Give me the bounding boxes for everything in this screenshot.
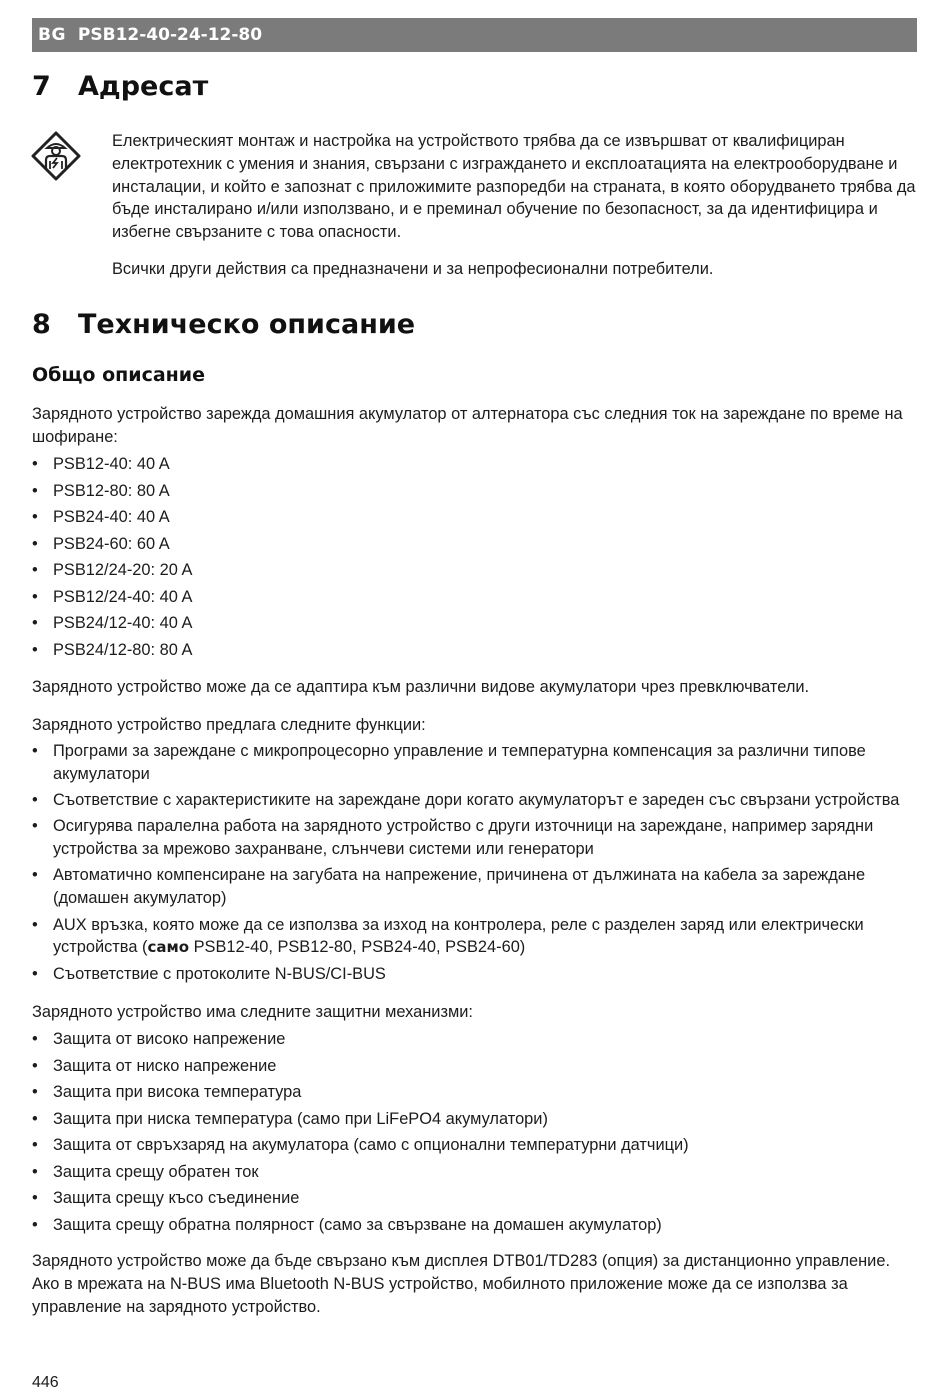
aux-text-bold: само	[147, 938, 190, 957]
list-item: • Защита от свръхзаряд на акумулатора (само с опционални температурни датчици)	[32, 1132, 689, 1159]
functions-intro: Зарядното устройство предлага следните функции:	[32, 716, 426, 734]
list-item: • PSB24/12-40: 40 A	[32, 610, 192, 637]
intro-paragraph: Зарядното устройство зарежда домашния акумулатор от алтернатора със следния ток на зареждане по време на шофиране:	[32, 405, 903, 446]
list-item: • PSB24-40: 40 A	[32, 504, 192, 531]
functions-list	[32, 740, 917, 989]
list-item: • Защита от високо напрежение	[32, 1026, 689, 1053]
section-8-heading	[32, 311, 415, 338]
list-item: • Защита срещу късо съединение	[32, 1185, 689, 1212]
list-item: • PSB12-40: 40 A	[32, 451, 192, 478]
list-item: • Защита при висока температура	[32, 1079, 689, 1106]
list-item: • Защита при ниска температура (само при LiFePO4 акумулатори)	[32, 1106, 689, 1133]
list-item: • PSB24-60: 60 A	[32, 531, 192, 558]
list-item: • PSB12/24-40: 40 A	[32, 584, 192, 611]
protection-list	[32, 1026, 689, 1238]
aux-text-suffix: PSB12-40, PSB12-80, PSB24-40, PSB24-60)	[189, 938, 526, 957]
header-bar	[32, 18, 917, 52]
subsection-title: Общо описание	[32, 364, 205, 386]
list-item: • PSB12/24-20: 20 A	[32, 557, 192, 584]
charging-current-list	[32, 451, 192, 663]
electrician-icon	[31, 131, 81, 181]
list-item: • PSB12-80: 80 A	[32, 478, 192, 505]
protection-intro: Зарядното устройство има следните защитни механизми:	[32, 1003, 473, 1021]
page-number: 446	[32, 1374, 59, 1391]
list-item: • Защита срещу обратна полярност (само за свързване на домашен акумулатор)	[32, 1212, 689, 1239]
list-item: • PSB24/12-80: 80 A	[32, 637, 192, 664]
section-title: Техническо описание	[78, 309, 416, 340]
adapt-paragraph: Зарядното устройство може да се адаптира към различни видове акумулатори чрез превключватели.	[32, 678, 810, 696]
list-item: • Съответствие с характеристиките на зареждане дори когато акумулаторът е зареден със свързани устройства	[32, 789, 917, 812]
language-code: BG	[38, 25, 66, 45]
list-item: • Програми за зареждане с микропроцесорно управление и температурна компенсация за различни типове акумулатори	[32, 740, 917, 786]
list-item: • Автоматично компенсиране на загубата на напрежение, причинена от дължината на кабела за зареждане (домашен акумулатор)	[32, 864, 917, 910]
model-name: PSB12-40-24-12-80	[77, 25, 263, 45]
section-title: Адресат	[78, 71, 209, 102]
section-number: 7	[32, 71, 51, 102]
list-item: • Защита от ниско напрежение	[32, 1053, 689, 1080]
section-number: 8	[32, 309, 51, 340]
list-item: • Осигурява паралелна работа на зарядното устройство с други източници на зареждане, например зарядни устройства за мрежово захранване, слънчеви системи или генератори	[32, 815, 917, 861]
audience-paragraph: Електрическият монтаж и настройка на устройството трябва да се извършват от квалифициран електротехник с умения и знания, свързани с изграждането и експлоатацията на електрооборудване и инсталации, и който е запознат с приложимите разпоредби на страната, в която оборудването трябва да бъде инсталирано и/или използвано, и е преминал обучение по безопасност, за да идентифицира и избегне свързаните с това опасности.	[112, 132, 916, 242]
aux-text-prefix: AUX връзка, която може да се използва за изход на контролера, реле с разделен заряд или електрически устройства (	[53, 915, 864, 957]
list-item	[32, 914, 917, 960]
display-paragraph: Зарядното устройство може да бъде свързано към дисплея DTB01/TD283 (опция) за дистанционно управление. Ако в мрежата на N-BUS има Bluetooth N-BUS устройство, мобилното приложение може да се използва за управление на зарядното устройство.	[32, 1252, 891, 1316]
section-7-heading	[32, 73, 208, 100]
list-item: • Съответствие с протоколите N-BUS/CI-BUS	[32, 963, 917, 986]
non-professional-paragraph: Всички други действия са предназначени и за непрофесионални потребители.	[112, 260, 714, 278]
list-item: • Защита срещу обратен ток	[32, 1159, 689, 1186]
